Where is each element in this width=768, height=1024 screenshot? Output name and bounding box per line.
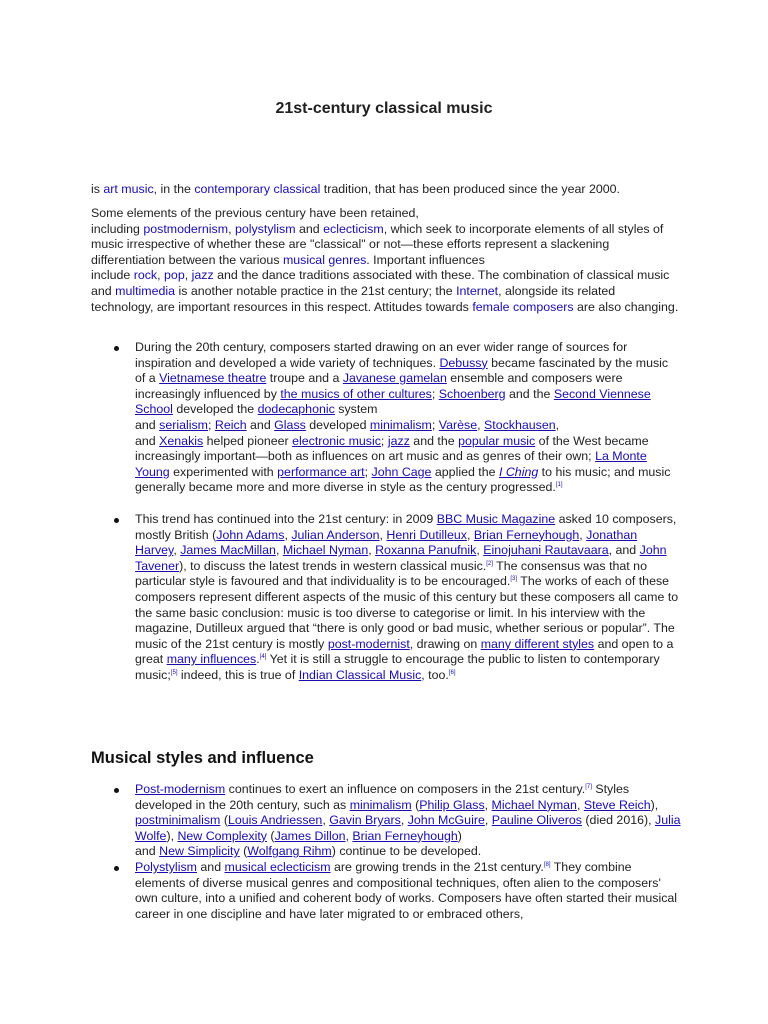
- link-musical-eclecticism[interactable]: musical eclecticism: [224, 859, 331, 874]
- link-second-viennese-school[interactable]: Second Viennese School: [135, 386, 651, 417]
- link-jazz[interactable]: jazz: [387, 433, 410, 448]
- link-james-macmillan[interactable]: James MacMillan: [180, 543, 276, 558]
- reference-link[interactable]: [7]: [585, 784, 592, 790]
- link-john-tavener[interactable]: John Tavener: [135, 543, 667, 573]
- link-many-different-styles[interactable]: many different styles: [480, 636, 595, 651]
- link-reich[interactable]: Reich: [214, 417, 247, 432]
- link-i-ching[interactable]: I Ching: [498, 464, 539, 479]
- section-heading: Musical styles and influence: [91, 749, 314, 767]
- bullet-icon: [114, 518, 119, 523]
- reference-link[interactable]: [5]: [170, 669, 178, 676]
- link-jonathan-harvey[interactable]: Jonathan Harvey: [135, 527, 638, 558]
- link-post-modernist[interactable]: post-modernist: [327, 636, 410, 651]
- link-brian-ferneyhough[interactable]: Brian Ferneyhough: [473, 527, 580, 542]
- link-john-adams[interactable]: John Adams: [216, 527, 285, 542]
- link-serialism[interactable]: serialism: [159, 417, 209, 432]
- link-post-modernism[interactable]: Post-modernism: [135, 782, 226, 796]
- list-item: During the 20th century, composers started drawing on an ever wider range of sources for inspiration and developed a wide variety of techniques. Debussy became fascinated by the music of a Vietnamese theatre troupe and a Javanese gamelan ensemble and composers were increasingly influenced by the musics of other cultures; Schoenberg and the Second Viennese School developed the dodecaphonic system and serialism; Reich and Glass developed minimalism; Varèse, Stockhausen, and Xenakis helped pioneer electronic music; jazz and the popular music of the West became increasingly important—both as influences on art music and as genres of their own; La Monte Young experimented with performance art; John Cage applied the I Ching to his music; and music generally became more and more diverse in style as the century progressed.[1]: [91, 340, 681, 496]
- reference-link[interactable]: [1]: [555, 482, 563, 489]
- link-polystylism[interactable]: polystylism: [234, 221, 296, 236]
- link-minimalism[interactable]: minimalism: [369, 417, 432, 432]
- link-michael-nyman[interactable]: Michael Nyman: [282, 543, 369, 558]
- link-philip-glass[interactable]: Philip Glass: [419, 797, 485, 812]
- link-female-composers[interactable]: female composers: [472, 299, 574, 314]
- reference-link[interactable]: [2]: [486, 560, 493, 567]
- link-louis-andriessen[interactable]: Louis Andriessen: [227, 813, 323, 828]
- link-popular-music[interactable]: popular music: [458, 433, 536, 448]
- link-julian-anderson[interactable]: Julian Anderson: [291, 527, 380, 542]
- link-roxanna-panufnik[interactable]: Roxanna Panufnik: [375, 543, 477, 558]
- link-wolfgang-rihm[interactable]: Wolfgang Rihm: [247, 844, 332, 859]
- styles-bullet-list: [91, 782, 681, 922]
- link-debussy[interactable]: Debussy: [439, 355, 488, 370]
- overview-paragraph: Some elements of the previous century have been retained, including postmodernism, polystylism and eclecticism, which seek to incorporate elements of all styles of music irrespective of whether these are "classical" or not—these efforts represent a slackening differentiation between the various musical genres. Important influences include rock, pop, jazz and the dance traditions associated with these. The combination of classical music and multimedia is another notable practice in the 21st century; the Internet, alongside its related technology, are important resources in this respect. Attitudes towards female composers are also changing.: [91, 206, 679, 314]
- link-brian-ferneyhough[interactable]: Brian Ferneyhough: [352, 828, 458, 843]
- link-steve-reich[interactable]: Steve Reich: [583, 797, 651, 812]
- bullet-icon: [114, 346, 119, 351]
- link-performance-art[interactable]: performance art: [277, 464, 365, 479]
- link-vietnamese-theatre[interactable]: Vietnamese theatre: [159, 371, 267, 386]
- link-new-simplicity[interactable]: New Simplicity: [159, 844, 240, 859]
- list-item: Polystylism and musical eclecticism are growing trends in the 21st century.[8] They combine elements of diverse musical genres and compositional techniques, often alien to the composers' own culture, into a unified and coherent body of works. Composers have often started their musical career in one discipline and have later migrated to or embraced others,: [91, 860, 681, 922]
- link-michael-nyman[interactable]: Michael Nyman: [491, 797, 577, 812]
- link-gavin-bryars[interactable]: Gavin Bryars: [329, 813, 401, 828]
- page-title: 21st-century classical music: [275, 100, 493, 117]
- reference-link[interactable]: [8]: [543, 861, 551, 868]
- link-indian-classical-music[interactable]: Indian Classical Music: [298, 667, 422, 682]
- link-dodecaphonic[interactable]: dodecaphonic: [257, 402, 335, 417]
- link-la-monte-young[interactable]: La Monte Young: [135, 449, 647, 479]
- link-new-complexity[interactable]: New Complexity: [177, 828, 267, 843]
- reference-link[interactable]: [6]: [448, 669, 456, 676]
- link-varese[interactable]: Varèse: [438, 417, 478, 432]
- link-stockhausen[interactable]: Stockhausen: [484, 417, 556, 432]
- link-xenakis[interactable]: Xenakis: [159, 433, 204, 448]
- link-art-music[interactable]: art music: [103, 182, 154, 196]
- link-polystylism[interactable]: Polystylism: [135, 859, 197, 874]
- link-electronic-music[interactable]: electronic music: [292, 433, 381, 448]
- link-pop[interactable]: pop: [164, 268, 185, 283]
- link-javanese-gamelan[interactable]: Javanese gamelan: [342, 371, 447, 386]
- link-many-influences[interactable]: many influences: [166, 652, 257, 667]
- reference-link[interactable]: [4]: [259, 654, 267, 661]
- link-schoenberg[interactable]: Schoenberg: [438, 386, 506, 401]
- link-rock[interactable]: rock: [133, 268, 158, 283]
- link-jazz[interactable]: jazz: [191, 268, 214, 283]
- bullet-icon: [114, 788, 119, 793]
- link-contemporary-classical[interactable]: contemporary classical: [194, 182, 321, 196]
- link-glass[interactable]: Glass: [274, 417, 306, 432]
- reference-link[interactable]: [3]: [510, 576, 518, 583]
- link-julia-wolfe[interactable]: Julia Wolfe: [135, 813, 681, 843]
- link-pauline-oliveros[interactable]: Pauline Oliveros: [491, 813, 582, 828]
- link-henri-dutilleux[interactable]: Henri Dutilleux: [386, 527, 467, 542]
- link-einojuhani-rautavaara[interactable]: Einojuhani Rautavaara: [483, 543, 609, 558]
- link-musics-of-other-cultures[interactable]: the musics of other cultures: [280, 386, 432, 401]
- list-item: Post-modernism continues to exert an influence on composers in the 21st century.[7] Styles developed in the 20th century, such as minimalism (Philip Glass, Michael Nyman, Steve Reich), postminimalism (Louis Andriessen, Gavin Bryars, John McGuire, Pauline Oliveros (died 2016), Julia Wolfe), New Complexity (James Dillon, Brian Ferneyhough) and New Simplicity (Wolfgang Rihm) continue to be developed.: [91, 782, 681, 860]
- link-postmodernism[interactable]: postmodernism: [143, 221, 229, 236]
- link-minimalism[interactable]: minimalism: [349, 797, 412, 812]
- history-bullet-list: [91, 340, 681, 683]
- link-eclecticism[interactable]: eclecticism: [323, 221, 384, 236]
- link-postminimalism[interactable]: postminimalism: [135, 813, 221, 828]
- link-musical-genres[interactable]: musical genres: [282, 252, 367, 267]
- link-james-dillon[interactable]: James Dillon: [274, 828, 346, 843]
- link-multimedia[interactable]: multimedia: [115, 283, 176, 298]
- bullet-icon: [114, 866, 119, 871]
- intro-paragraph: is art music, in the contemporary classical tradition, that has been produced since the year 2000.: [91, 182, 620, 196]
- link-john-mcguire[interactable]: John McGuire: [407, 813, 485, 828]
- link-internet[interactable]: Internet: [456, 283, 499, 298]
- link-bbc-music-magazine[interactable]: BBC Music Magazine: [436, 511, 556, 526]
- link-john-cage[interactable]: John Cage: [371, 464, 432, 479]
- list-item: This trend has continued into the 21st century: in 2009 BBC Music Magazine asked 10 composers, mostly British (John Adams, Julian Anderson, Henri Dutilleux, Brian Ferneyhough, Jonathan Harvey, James MacMillan, Michael Nyman, Roxanna Panufnik, Einojuhani Rautavaara, and John Tavener), to discuss the latest trends in western classical music.[2] The consensus was that no particular style is favoured and that individuality is to be encouraged.[3] The works of each of these composers represent different aspects of the music of this century but these composers all came to the same basic conclusion: music is too diverse to categorise or limit. In his interview with the magazine, Dutilleux argued that “there is only good or bad music, whether serious or popular”. The music of the 21st century is mostly post-modernist, drawing on many different styles and open to a great many influences.[4] Yet it is still a struggle to encourage the public to listen to contemporary music;[5] indeed, this is true of Indian Classical Music, too.[6]: [91, 512, 681, 684]
